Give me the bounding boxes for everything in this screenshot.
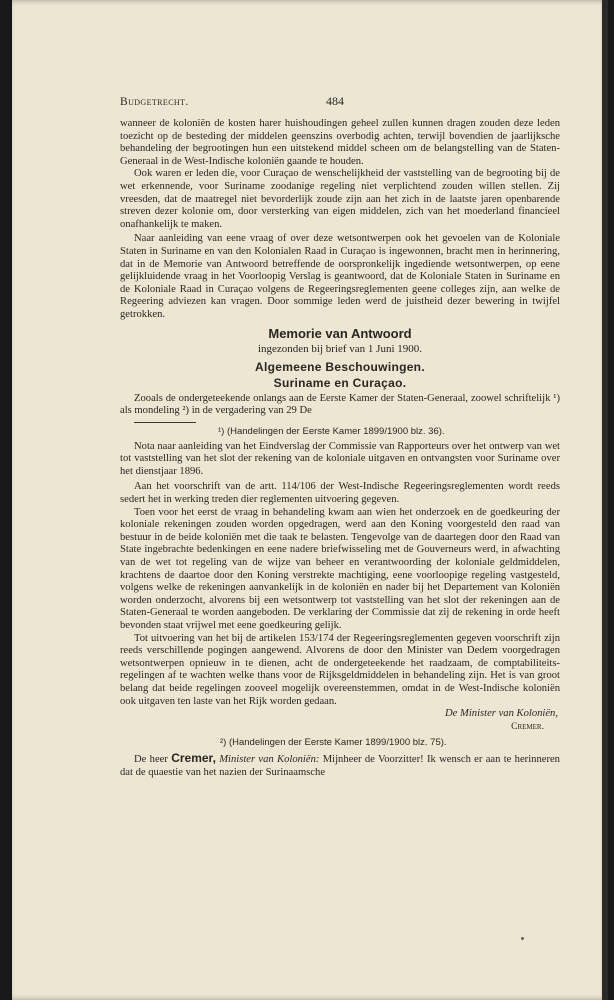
paragraph: Zooals de ondergeteekende onlangs aan de Eerste Kamer der Staten-Generaal, zoowel schriftelijk ¹) als mondeling ²) in de vergadering van 29 De — [120, 392, 560, 417]
closing-prefix: De heer — [134, 754, 168, 766]
closing-paragraph — [120, 752, 560, 779]
closing-text: Mijnheer de Voorzitter! Ik wensch er aan te herinneren dat de quaestie van het nazien der Surinaamsche — [120, 754, 560, 778]
paragraph: wanneer de koloniën de kosten harer huishoudingen geheel zullen kunnen dragen zouden deze leden toezicht op de besteding der middelen geenszins overbodig achten, terwijl bovendien de jaarlijksche behandeling der begrootingen hun een uitstekend middel scheen om de belangstelling van de Staten-Generaal in de West-Indische koloniën gaande te houden. — [120, 118, 560, 167]
section-heading-colonies: Suriname en Curaçao. — [273, 375, 407, 390]
document-page — [12, 0, 608, 1000]
page-number: 484 — [326, 94, 344, 108]
section-subtitle: ingezonden bij brief van 1 Juni 1900. — [257, 342, 423, 355]
speaker-title: Minister van Koloniën: — [219, 754, 320, 766]
footnote: ²) (Handelingen der Eerste Kamer 1899/1900 blz. 75). — [220, 737, 447, 749]
running-title: Budgetrecht. — [120, 96, 189, 108]
paragraph: Nota naar aanleiding van het Eindverslag der Commissie van Rapporteurs over het ontwerp van wet tot vaststelling van het slot der rekening van de koloniale uitgaven en ontvangsten voor Suriname over het dienstjaar 1896. — [120, 440, 560, 477]
paragraph: Aan het voorschrift van de artt. 114/106 der West-Indische Regeeringsreglementen wordt reeds sedert het in werking treden dier reglementen uitvoering gegeven. — [120, 481, 560, 506]
section-title: Memorie van Antwoord — [268, 325, 412, 341]
paragraph: Tot uitvoering van het bij de artikelen 153/174 der Regeeringsreglementen gegeven voorschrift zijn reeds verschillende pogingen aangewend. Alvorens de door den Minister van Dedem voorgedragen wetsontwerpen opnieuw in te dienen, acht de ondergeteekende het raadzaam, de comptabiliteits-regelingen af te wachten welke thans voor de Rijksgeldmiddelen in behandeling zijn. Het is van groot belang dat beide regelingen zooveel mogelijk overeenstemmen, omdat in de West-Indische koloniën ook uitgaven ten laste van het Rijk worden gedaan. — [120, 632, 560, 707]
footnote: ¹) (Handelingen der Eerste Kamer 1899/1900 blz. 36). — [218, 425, 445, 437]
paragraph: Naar aanleiding van eene vraag of over deze wetsontwerpen ook het gevoelen van de Koloniale Staten in Suriname en van den Kolonialen Raad in Curaçao is ingewonnen, bracht men in herinnering, dat in de Memorie van Antwoord betreffende de oorspronkelijk ingediende wetsontwerpen, op eene gelijkluidende vraag in het Voorloopig Verslag is geantwoord, dat de Koloniale Staten in Suriname en de Koloniale Raad in Curaçao volgens de Regeeringsreglementen geene colleges zijn, aan welke de Regeering adviezen kan vragen. Door sommige leden werd de juistheid dezer bewering in twijfel getrokken. — [120, 233, 560, 320]
signature-title: De Minister van Koloniën, — [445, 708, 558, 720]
paragraph: Toen voor het eerst de vraag in behandeling kwam aan wien het onderzoek en de goedkeuring der koloniale rekeningen zouden worden opgedragen, werd aan den Koning voorgesteld den raad van bestuur in de beide koloniën met die taak te belasten. Tengevolge van de daartegen door den Raad van State ingebrachte bedenkingen en eene nadere briefwisseling met de Gouverneurs werd, in afwachting van de wet tot regeling van de wijze van beheer en verantwoording der koloniale geldmiddelen, krachtens de daartoe door den Koning verstrekte machtiging, eene voorloopige regeling vastgesteld, volgens welke de rekeningen aanvankelijk in de koloniën en nader bij het Departement van Koloniën worden onderzocht, alvorens bij een wetsontwerp tot vaststelling van het slot der rekeningen aan de Staten-Generaal te worden aangeboden. De verklaring der Commissie dat zij de rekening in orde heeft bevonden staat vrijwel met eene goedkeuring gelijk. — [120, 506, 560, 631]
section-heading-general: Algemeene Beschouwingen. — [255, 359, 425, 374]
footnote-rule — [134, 422, 196, 423]
running-header — [120, 96, 560, 118]
paragraph: Ook waren er leden die, voor Curaçao de wenschelijkheid der vaststelling van de begrooting bij de wet erkennende, voor Suriname zoodanige regeling niet verplichtend zouden willen stellen. Zij vreesden, dat de maatregel niet bevorderlijk zoude zijn aan het zich in de laatste jaren openbarende streven dezer kolonie om, door versterking van eigen middelen, zich van het moederland financieel onafhankelijk te maken. — [120, 168, 560, 230]
speaker-name: Cremer, — [171, 751, 216, 766]
page-edge-shadow — [602, 0, 608, 1000]
page-content — [120, 96, 560, 780]
paper-speck — [521, 937, 524, 940]
signature-name: Cremer. — [511, 720, 544, 732]
